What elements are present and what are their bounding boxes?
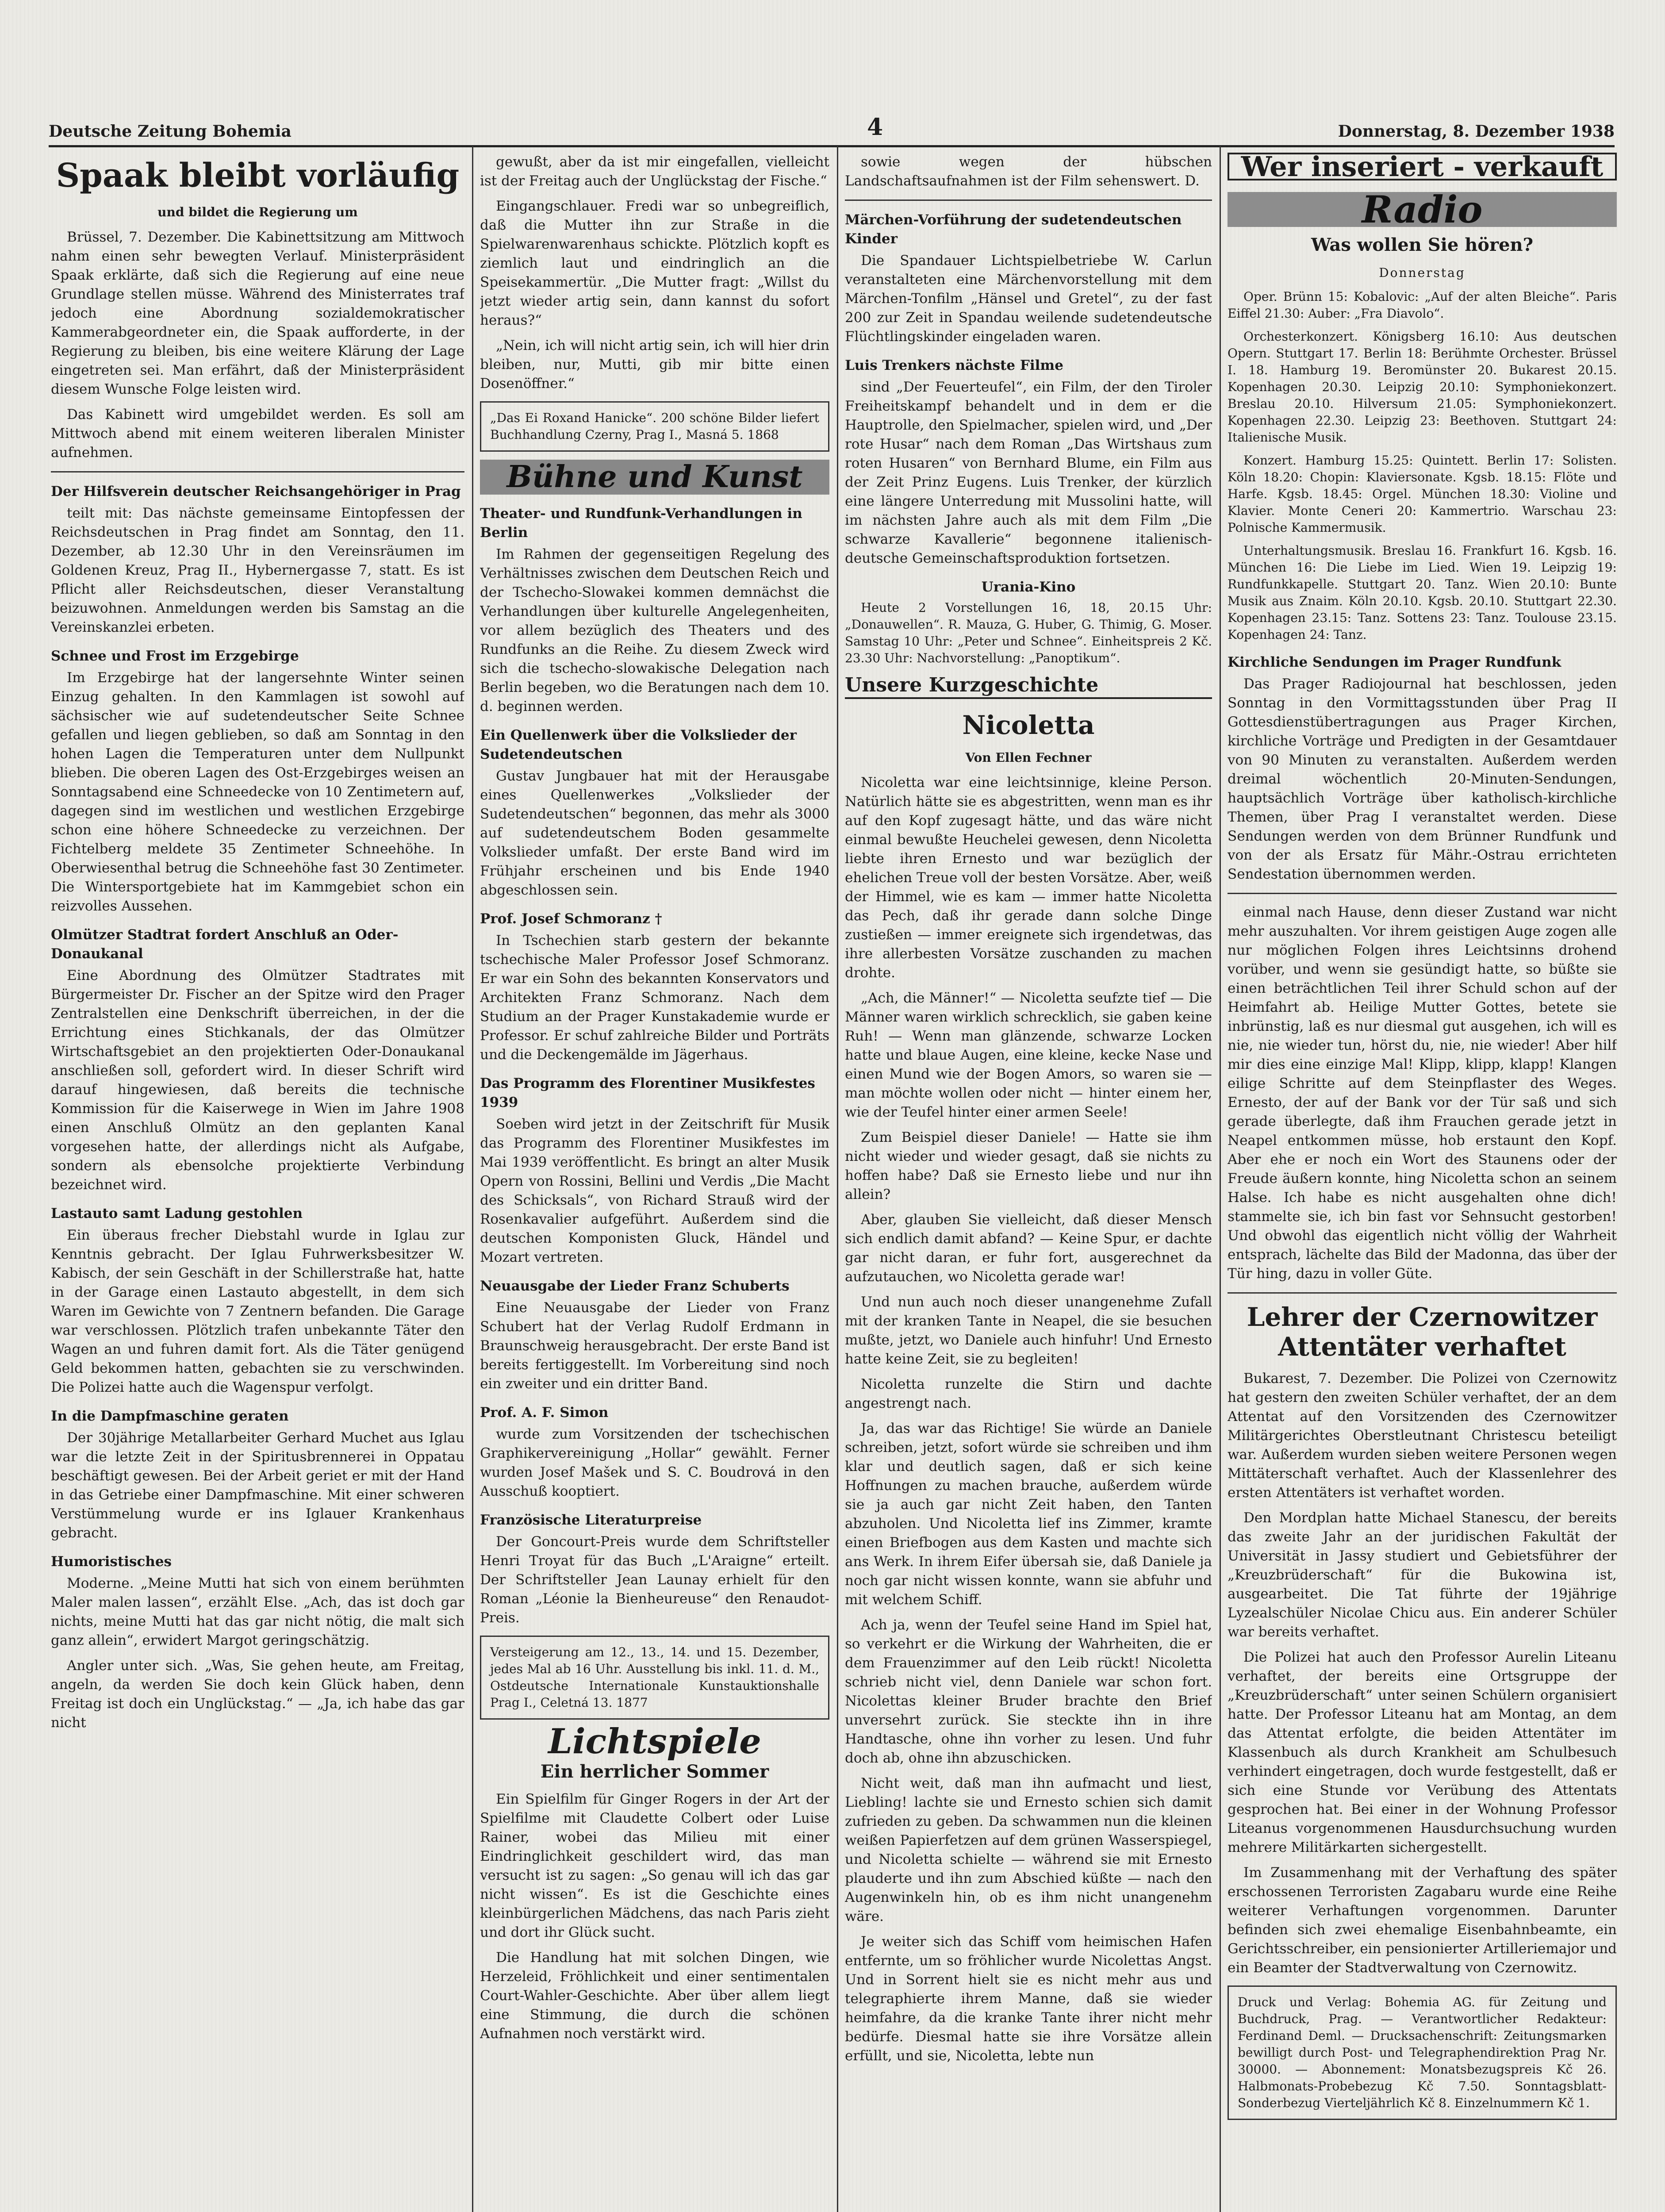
section-heading: Französische Literaturpreise: [480, 1512, 702, 1528]
section-heading: Urania-Kino: [981, 579, 1076, 595]
article-paragraph: Im Zusammenhang mit der Verhaftung des später erschossenen Terroristen Zagabaru wurde eine Reihe weiterer Verhaftungen vorgenommen. Darunter befinden sich zwei ehemalige Eisenbahnbeamte, ein Gerichtsschreiber, ein pensionierter Artilleriemajor und ein Beamter der Stadtverwaltung von Czernowitz.: [1228, 1865, 1617, 1976]
radio-day: Donnerstag: [1379, 265, 1466, 280]
section-heading: Neuausgabe der Lieder Franz Schuberts: [480, 1278, 790, 1294]
article-paragraph: „Nein, ich will nicht artig sein, ich will hier drin bleiben, nur, Mutti, gib mir bitte einen Dosenöffner.“: [480, 338, 829, 392]
radio-question: Was wollen Sie hören?: [1311, 234, 1534, 255]
section-heading: Kirchliche Sendungen im Prager Rundfunk: [1228, 654, 1561, 670]
divider: [1228, 1292, 1617, 1294]
story-paragraph: Ja, das war das Richtige! Sie würde an Daniele schreiben, jetzt, sofort würde sie schreiben und ihm klar und deutlich sagen, daß er sich keine Hoffnungen zu machen brauche, außerdem würde sie ja auch gar nicht Zeit haben, den Tanten abzuholen. Und Nicoletta lief ins Zimmer, kramte einen Briefbogen aus dem Kasten und machte sich ans Werk. In ihrem Eifer übersah sie, daß Daniele ja noch gar nicht wissen konnte, wann sie abfuhr und mit welchem Schiff.: [845, 1420, 1212, 1608]
story-paragraph: „Ach, die Männer!“ — Nicoletta seufzte tief — Die Männer waren wirklich schrecklich, sie gaben keine Ruh! — Wenn man glänzende, schwarze Locken hatte und blaue Augen, eine kleine, kecke Nase und einen Mund wie der Bogen Amors, so waren sie — man möchte wollen oder nicht — hinter einem her, wie der Teufel hinter einer armen Seele!: [845, 990, 1212, 1120]
column-1: [51, 153, 464, 2212]
article-paragraph: Die Polizei hat auch den Professor Aurelin Liteanu verhaftet, der bereits eine Ortsgruppe der „Kreuzbrüderschaft“ unter seinen Schülern organisiert hatte. Der Professor Liteanu hat am Montag, an dem das Attentat erfolgte, die beiden Attentäter im Klassenbuch als durch Krankheit am Schulbesuch verhindert eingetragen, doch wurde festgestellt, daß er sich eine Stunde vor Verübung des Attentats gesprochen hat. Bei einer in der Wohnung Professor Liteanus vorgenommenen Hausdurchsuchung wurden mehrere Militärkarten sichergestellt.: [1228, 1649, 1617, 1856]
bookshop-ad: „Das Ei Roxand Hanicke“. 200 schöne Bilder liefert Buchhandlung Czerny, Prag I., Masná 5. 1868: [480, 401, 829, 452]
radio-listing: Oper. Brünn 15: Kobalovic: „Auf der alten Bleiche“. Paris Eiffel 21.30: Auber: „Fra Diavolo“.: [1228, 289, 1617, 321]
article-paragraph: gewußt, aber da ist mir eingefallen, vielleicht ist der Freitag auch der Unglückstag der Fische.“: [480, 154, 829, 189]
article-paragraph: wurde zum Vorsitzenden der tschechischen Graphikervereinigung „Hollar“ gewählt. Ferner wurden Josef Mašek und S. C. Boudrová in den Ausschuß kooptiert.: [480, 1426, 829, 1499]
paper-name: Deutsche Zeitung Bohemia: [49, 122, 292, 141]
divider: [845, 200, 1212, 201]
article-paragraph: Eingangschlauer. Fredi war so unbegreiflich, daß die Mutter ihn zur Straße in die Spielwarenwarenhaus schickte. Plötzlich kopft es ziemlich laut und eindringlich an die Speisekammertür. „Die Mutter fragt: „Willst du jetzt wieder artig sein, dann kannst du sofort heraus?“: [480, 198, 829, 328]
page-header: [49, 110, 1615, 147]
story-author: Von Ellen Fechner: [965, 750, 1092, 765]
article-paragraph: In Tschechien starb gestern der bekannte tschechische Maler Professor Josef Schmoranz. Er war ein Sohn des bekannten Konservators und Architekten Franz Schmoranz. Nach dem Studium an der Prager Kunstakademie wurde er Professor. Er schuf zahlreiche Bilder und Porträts und die Deckengemälde im Jägerhaus.: [480, 933, 829, 1063]
section-heading: Prof. A. F. Simon: [480, 1405, 609, 1421]
story-paragraph: Nicht weit, daß man ihn aufmacht und liest, Liebling! lachte sie und Ernesto schien sich damit zufrieden zu geben. Da schwammen nun die kleinen weißen Papierfetzen auf dem grünen Wasserspiegel, und Nicoletta schielte — während sie mit Ernesto plauderte und ihn zum Abschied küßte — nach den Augenwinkeln hin, ob es ihm nicht unangenehm wäre.: [845, 1775, 1212, 1924]
issue-date: Donnerstag, 8. Dezember 1938: [1338, 122, 1615, 141]
article-paragraph: Den Mordplan hatte Michael Stanescu, der bereits das zweite Jahr an der juridischen Fakultät der Universität in Jassy studiert und Gebietsführer der „Kreuzbrüderschaft“ für die Bukowina ist, ausgearbeitet. Die Tat führte der 19jährige Lyzealschüler Nicolae Chicu aus. Ein anderer Schüler war bereits verhaftet.: [1228, 1510, 1617, 1640]
column-3: [845, 153, 1212, 2212]
radio-heading: Radio: [1228, 192, 1617, 227]
article-paragraph: Eine Abordnung des Olmützer Stadtrates mit Bürgermeister Dr. Fischer an der Spitze wird den Prager Zentralstellen eine Denkschrift überreichen, in der die Errichtung eines Stichkanals, der das Olmützer Wirtschaftsgebiet an den projektierten Oder-Donaukanal anschließen soll, gefordert wird. In dieser Schrift wird darauf hingewiesen, daß bereits die technische Kommission für die Kaiserwege in Wien im Jahre 1908 einen Anschluß Olmütz an den geplanten Kanal vorgesehen hatte, der allerdings nicht als Aufgabe, sondern als ebensolche projektierte Verbindung bezeichnet wird.: [51, 968, 464, 1193]
article-paragraph: Der Goncourt-Preis wurde dem Schriftsteller Henri Troyat für das Buch „L'Araigne“ erteilt. Der Schriftsteller Jean Launay erhielt für den Roman „Léonie la Bienheureuse“ den Renaudot-Preis.: [480, 1534, 829, 1626]
article-paragraph: Der 30jährige Metallarbeiter Gerhard Muchet aus Iglau war die letzte Zeit in der Spiritusbrennerei in Oppatau beschäftigt gewesen. Bei der Arbeit geriet er mit der Hand in das Getriebe einer Dampfmaschine. Mit einer schweren Verstümmelung wurde er ins Iglauer Krankenhaus gebracht.: [51, 1430, 464, 1541]
page-number: 4: [867, 114, 883, 141]
headline-spaak: Spaak bleibt vorläufig: [56, 157, 460, 195]
section-banner-buehne: Bühne und Kunst: [480, 460, 829, 495]
article-paragraph: Im Rahmen der gegenseitigen Regelung des Verhältnisses zwischen dem Deutschen Reich und der Tschecho-Slowakei kommen demnächst die Verhandlungen über kulturelle Angelegenheiten, vor allem bezüglich des Theaters und des Rundfunks an die Reihe. Zu diesem Zweck wird sich die tschecho-slowakische Delegation nach Berlin begeben, wo die Beratungen nach dem 10. d. beginnen werden.: [480, 546, 829, 714]
story-paragraph: Und nun auch noch dieser unangenehme Zufall mit der kranken Tante in Neapel, die sie besuchen mußte, jetzt, wo Daniele auch hinfuhr! Und Ernesto hatte keine Zeit, sie zu begleiten!: [845, 1294, 1212, 1367]
article-paragraph: Ein überaus frecher Diebstahl wurde in Iglau zur Kenntnis gebracht. Der Iglau Fuhrwerksbesitzer W. Kabisch, der sein Geschäft in der Schillerstraße hat, hatte in der Garage einen Lastauto abgestellt, in dem sich Waren im Gewichte von 7 Zentnern befanden. Die Garage war verschlossen. Plötzlich trafen unbekannte Täter den Wagen an und fuhren damit fort. Als die Täter genügend Geld bekommen hatten, gebachten sie zu verschwinden. Die Polizei hatte auch die Wagenspur verfolgt.: [51, 1227, 464, 1396]
article-paragraph: Das Kabinett wird umgebildet werden. Es soll am Mittwoch abend mit einem weiteren liberalen Minister aufnehmen.: [51, 407, 464, 461]
article-paragraph: sind „Der Feuerteufel“, ein Film, der den Tiroler Freiheitskampf behandelt und in dem er die Hauptrolle, den Spielmacher, spielen wird, und „Der rote Husar“ nach dem Roman „Das Wirtshaus zum roten Husaren“ von Bernhard Blume, ein Film aus der Zeit Prinz Eugens. Luis Trenker, der kürzlich eine längere Unterredung mit Mussolini hatte, will im nächsten Jahre auch als mit dem Film „Die schwarze Kavallerie“ begonnene italienisch-deutsche Gemeinschaftsproduktion fortsetzen.: [845, 379, 1212, 566]
headline-film: Ein herrlicher Sommer: [540, 1761, 769, 1782]
section-heading: Olmützer Stadtrat fordert Anschluß an Oder-Donaukanal: [51, 927, 399, 962]
section-heading: Ein Quellenwerk über die Volkslieder der Sudetendeutschen: [480, 727, 797, 762]
section-heading: In die Dampfmaschine geraten: [51, 1408, 289, 1425]
article-paragraph: Die Spandauer Lichtspielbetriebe W. Carlun veranstalteten eine Märchenvorstellung mit dem Märchen-Tonfilm „Hänsel und Gretel“, zu der fast 200 zur Zeit in Spandau weilende sudetendeutsche Flüchtlingskinder eingeladen waren.: [845, 253, 1212, 345]
divider: [1228, 893, 1617, 894]
section-heading: Schnee und Frost im Erzgebirge: [51, 648, 299, 664]
story-paragraph: Nicoletta runzelte die Stirn und dachte angestrengt nach.: [845, 1376, 1212, 1411]
section-heading: Das Programm des Florentiner Musikfestes 1939: [480, 1075, 815, 1110]
divider: [51, 471, 464, 472]
section-banner-kurzgeschichte: Unsere Kurzgeschichte: [845, 673, 1212, 699]
column-2: [480, 153, 829, 2212]
auction-ad: Versteigerung am 12., 13., 14. und 15. Dezember, jedes Mal ab 16 Uhr. Ausstellung bis inkl. 11. d. M., Ostdeutsche Internationale Kunstauktionshalle Prag I., Celetná 13. 1877: [480, 1636, 829, 1720]
article-paragraph: Eine Neuausgabe der Lieder von Franz Schubert hat der Verlag Rudolf Erdmann in Braunschweig herausgebracht. Der erste Band ist bereits fertiggestellt. Im Vorbereitung sind noch ein zweiter und ein dritter Band.: [480, 1300, 829, 1392]
story-paragraph: Aber, glauben Sie vielleicht, daß dieser Mensch sich endlich damit abfand? — Keine Spur, er dachte gar nicht daran, er fuhr fort, ausgerechnet da aufzutauchen, wo Nicoletta gerade war!: [845, 1211, 1212, 1285]
subheadline-spaak: und bildet die Regierung um: [157, 205, 358, 220]
section-heading: Theater- und Rundfunk-Verhandlungen in Berlin: [480, 506, 802, 541]
article-paragraph: Die Handlung hat mit solchen Dingen, wie Herzeleid, Fröhlichkeit und einer sentimentalen Court-Wahler-Geschichte. Aber über allem liegt eine Stimmung, die durch die schönen Aufnahmen noch verstärkt wird.: [480, 1950, 829, 2042]
section-heading: Luis Trenkers nächste Filme: [845, 357, 1063, 373]
article-paragraph: sowie wegen der hübschen Landschaftsaufnahmen ist der Film sehenswert. D.: [845, 154, 1212, 189]
column-rule: [837, 146, 838, 2212]
section-heading: Lastauto samt Ladung gestohlen: [51, 1206, 303, 1222]
story-continuation: einmal nach Hause, denn dieser Zustand war nicht mehr auszuhalten. Vor ihrem geistigen Auge zogen alle nur möglichen Folgen ihres Leichtsinns drohend vorüber, und wenn sie gesündigt hatte, so büßte sie einen beträchtlichen Teil ihrer Schuld schon auf der Heimfahrt ab. Heilige Mutter Gottes, betete sie inbrünstig, laß es nur diesmal gut ausgehen, ich will es nie, nie wieder tun, hörst du, nie, nie wieder! Aber hilf mir dies eine einzige Mal! Klipp, klipp, klapp! Klangen eilige Schritte auf dem Steinpflaster des Weges. Ernesto, der auf der Bank vor der Tür saß und sich gerade überlegte, daß ihm Frauchen gerade jetzt in Neapel entkommen müsse, hob erstaunt den Kopf. Aber ehe er noch ein Wort des Staunens oder der Freude äußern konnte, hing Nicoletta schon an seinem Halse. Ich habe es nicht ausgehalten ohne dich! stammelte sie, ich bin fast vor Sehnsucht gestorben! Und obwohl das eigentlich nicht völlig der Wahrheit entsprach, lächelte das Bild der Madonna, das über der Tür hing, dazu in voller Güte.: [1228, 904, 1617, 1282]
headline-czernowitz: Lehrer der Czernowitzer Attentäter verhaftet: [1247, 1302, 1598, 1362]
section-heading: Der Hilfsverein deutscher Reichsangehöriger in Prag: [51, 484, 461, 500]
story-paragraph: Nicoletta war eine leichtsinnige, kleine Person. Natürlich hätte sie es abgestritten, wenn man es ihr auf den Kopf zugesagt hätte, und das wäre nicht einmal bewußte Heuchelei gewesen, denn Nicoletta liebte ihren Ernesto und war bezüglich der ehelichen Treue voll der besten Vorsätze. Aber, weiß der Himmel, wie es kam — immer hatte Nicoletta das Pech, daß ihr gerade dann solche Dinge zustießen — immer ereignete sich irgendetwas, das ihre allerbesten Vorsätze zuschanden zu machen drohte.: [845, 774, 1212, 981]
column-rule: [1220, 146, 1221, 2212]
story-paragraph: Zum Beispiel dieser Daniele! — Hatte sie ihm nicht wieder und wieder gesagt, daß sie nichts zu hoffen habe? Daß sie Ernesto liebe und nur ihn allein?: [845, 1129, 1212, 1202]
story-paragraph: Ach ja, wenn der Teufel seine Hand im Spiel hat, so verkehrt er die Wirkung der Wahrheiten, die er dem Frauenzimmer auf den Leib rückt! Nicoletta schrieb nicht viel, denn Daniele war schon fort. Nicolettas kleiner Bruder brachte den Brief unversehrt zurück. Sie steckte ihn in ihre Handtasche, ohne ihn vorher zu lesen. Und fuhr doch ab, ohne ihn abzuschicken.: [845, 1617, 1212, 1766]
article-paragraph: Brüssel, 7. Dezember. Die Kabinettsitzung am Mittwoch nahm einen sehr bewegten Verlauf. Ministerpräsident Spaak erklärte, daß sich die Regierung auf eine neue Grundlage stellen müsse. Während des Ministerrates traf jedoch eine Abordnung sozialdemokratischer Kammerabgeordneter ein, die Spaak aufforderte, in der Regierung zu bleiben, bis eine weitere Klärung der Lage eingetreten sei. Man erfährt, daß der Ministerpräsident diesem Wunsche Folge leisten wird.: [51, 229, 464, 398]
article-paragraph: Bukarest, 7. Dezember. Die Polizei von Czernowitz hat gestern den zweiten Schüler verhaftet, der an dem Attentat auf den Vorsitzenden des Czernowitzer Militärgerichtes Oberstleutnant Christescu beteiligt war. Außerdem wurden sieben weitere Personen wegen Mittäterschaft verhaftet. Auch der Klassenlehrer des ersten Attentäters ist verhaftet worden.: [1228, 1371, 1617, 1501]
section-heading: Humoristisches: [51, 1554, 172, 1570]
article-paragraph: teilt mit: Das nächste gemeinsame Eintopfessen der Reichsdeutschen in Prag findet am Sonntag, den 11. Dezember, ab 12.30 Uhr in den Vereinsräumen im Goldenen Kreuz, Prag II., Hybernergasse 7, statt. Es ist Pflicht aller Reichsdeutschen, dieser Veranstaltung beizuwohnen. Anmeldungen werden bis Samstag an die Vereinskanzlei erbeten.: [51, 505, 464, 636]
section-heading: Märchen-Vorführung der sudetendeutschen Kinder: [845, 212, 1182, 247]
article-paragraph: Ein Spielfilm für Ginger Rogers in der Art der Spielfilme mit Claudette Colbert oder Luise Rainer, wobei das Milieu mit einer Eindringlichkeit geschildert wird, das man versucht ist zu sagen: „So genau will ich das gar nicht wissen“. Es ist die Geschichte eines kleinbürgerlichen Mädchens, das nach Paris zieht und dort ihr Glück sucht.: [480, 1791, 829, 1940]
article-paragraph: Angler unter sich. „Was, Sie gehen heute, am Freitag, angeln, da werden Sie doch kein Glück haben, denn Freitag ist doch ein Unglückstag.“ — „Ja, ich habe das gar nicht: [51, 1658, 464, 1731]
article-paragraph: Im Erzgebirge hat der langersehnte Winter seinen Einzug gehalten. In den Kammlagen ist sowohl auf sächsischer wie auf sudetendeutscher Seite Schnee gefallen und liegen geblieben, so daß am Sonntag in den hohen Lagen die Temperaturen unter dem Nullpunkt blieben. Die oberen Lagen des Ost-Erzgebirges weisen an Sonntagsabend eine Schneedecke von 10 Zentimetern auf, dagegen sind im westlichen und westlichen Erzgebirge schon eine höhere Schneedecke zu verzeichnen. Der Fichtelberg meldete 35 Zentimeter Schneehöhe. In Oberwiesenthal betrug die Schneehöhe fast 30 Zentimeter. Die Wintersportgebiete hat im Kammgebiet schon ein reizvolles Aussehen.: [51, 670, 464, 914]
story-title: Nicoletta: [962, 710, 1095, 740]
section-banner-lichtspiele: Lichtspiele: [548, 1721, 761, 1762]
article-paragraph: Moderne. „Meine Mutti hat sich von einem berühmten Maler malen lassen“, erzählt Else. „Ach, das ist doch gar nichts, meine Mutti hat das gar nicht nötig, die malt sich ganz allein“, erwidert Margot geringschätzig.: [51, 1575, 464, 1649]
cinema-listing: Heute 2 Vorstellungen 16, 18, 20.15 Uhr: „Donauwellen“. R. Mauza, G. Huber, G. Thimig, G. Moser. Samstag 10 Uhr: „Peter und Schnee“. Einheitspreis 2 Kč. 23.30 Uhr: Nachvorstellung: „Panoptikum“.: [845, 600, 1212, 665]
article-paragraph: Das Prager Radiojournal hat beschlossen, jeden Sonntag in den Vormittagsstunden über Prag II Gottesdienstübertragungen aus Prager Kirchen, kirchliche Vorträge und Predigten in der Gesamtdauer von 90 Minuten zu veranstalten. Außerdem werden dreimal wöchentlich 20-Minuten-Sendungen, hauptsächlich Vorträge über katholisch-kirchliche Themen, über Prag I veranstaltet werden. Diese Sendungen werden von dem Brünner Rundfunk und von der als Ersatz für Mähr.-Ostrau errichteten Sendestation übernommen werden.: [1228, 676, 1617, 882]
radio-listing: Unterhaltungsmusik. Breslau 16. Frankfurt 16. Kgsb. 16. München 16: Die Liebe im Lied. Wien 19. Leipzig 19: Rundfunkkapelle. Stuttgart 20. Tanz. Wien 20.10: Bunte Musik aus Znaim. Köln 20.10. Kgsb. 20.10. Stuttgart 22.30. Kopenhagen 23.15: Tanz. Sottens 23: Tanz. Toulouse 23.15. Kopenhagen 24: Tanz.: [1228, 543, 1617, 642]
story-paragraph: Je weiter sich das Schiff vom heimischen Hafen entfernte, um so fröhlicher wurde Nicolettas Angst. Und in Sorrent hielt sie es nicht mehr aus und telegraphierte ihrem Manne, daß sie wieder heimfahre, da die kranke Tante ihrer nicht mehr bedürfe. Diesmal hatte sie ihre Vorsätze allein erfüllt, und sie, Nicoletta, lebte nun: [845, 1933, 1212, 2064]
article-paragraph: Gustav Jungbauer hat mit der Herausgabe eines Quellenwerkes „Volkslieder der Sudetendeutschen“ begonnen, das mehr als 3000 auf sudetendeutschem Boden gesammelte Volkslieder umfaßt. Der erste Band wird im Frühjahr erscheinen und bis Ende 1940 abgeschlossen sein.: [480, 768, 829, 898]
column-rule: [472, 146, 473, 2212]
article-paragraph: Soeben wird jetzt in der Zeitschrift für Musik das Programm des Florentiner Musikfestes im Mai 1939 veröffentlicht. Es bringt an alter Musik Opern von Rossini, Bellini und Verdis „Die Macht des Schicksals“, von Richard Strauß wird der Rosenkavalier aufgeführt. Außerdem sind die deutschen Komponisten Gluck, Händel und Mozart vertreten.: [480, 1116, 829, 1265]
column-4: [1228, 153, 1617, 2212]
radio-listing: Orchesterkonzert. Königsberg 16.10: Aus deutschen Opern. Stuttgart 17. Berlin 18: Berühmte Orchester. Brüssel I. 18. Hamburg 19. Beromünster 20. Bukarest 20.15. Kopenhagen 20.30. Leipzig 20.10: Symphoniekonzert. Breslau 20.10. Hilversum 21.05: Symphoniekonzert. Kopenhagen 22.30. Leipzig 23: Beethoven. Stuttgart 24: Italienische Musik.: [1228, 329, 1617, 445]
section-heading: Prof. Josef Schmoranz †: [480, 911, 662, 927]
radio-listing: Konzert. Hamburg 15.25: Quintett. Berlin 17: Solisten. Köln 18.20: Chopin: Klaviersonate. Kgsb. 18.15: Flöte und Harfe. Kgsb. 18.45: Orgel. München 18.30: Violine und Klavier. Monte Ceneri 20: Kammertrio. Warschau 23: Polnische Kammermusik.: [1228, 453, 1617, 535]
imprint: Druck und Verlag: Bohemia AG. für Zeitung und Buchdruck, Prag. — Verantwortlicher Redakteur: Ferdinand Deml. — Drucksachenschrift: Zeitungsmarken bewilligt durch Post- und Telegraphendirektion Prag Nr. 30000. — Abonnement: Monatsbezugspreis Kč 26. Halbmonats-Probebezug Kč 7.50. Sonntagsblatt-Sonderbezug Vierteljährlich Kč 8. Einzelnummern Kč 1.: [1228, 1985, 1617, 2120]
ad-banner-inseriert: Wer inseriert - verkauft: [1228, 153, 1617, 180]
